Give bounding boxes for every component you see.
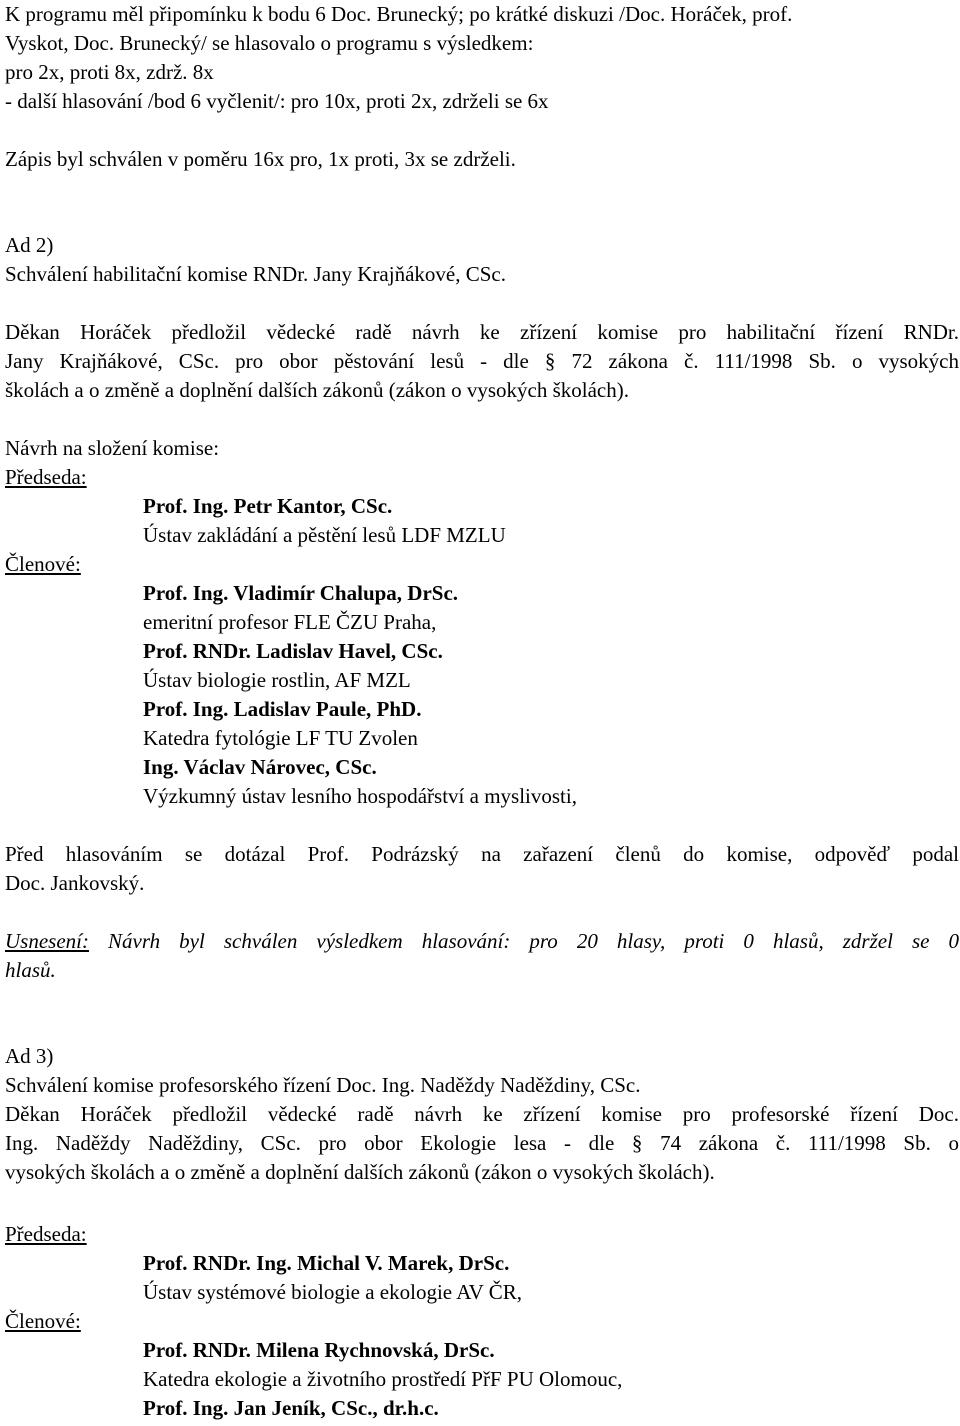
- resolution-label: Usnesení:: [5, 929, 89, 953]
- member-name: Prof. RNDr. Milena Rychnovská, DrSc.: [143, 1338, 495, 1362]
- member-institution: Výzkumný ústav lesního hospodářství a myslivosti,: [143, 784, 577, 808]
- paragraph-line: vysokých školách a o změně a doplnění dalších zákonů (zákon o vysokých školách).: [5, 1160, 715, 1184]
- section-title-ad3: Schválení komise profesorského řízení Doc. Ing. Naděždy Naděždiny, CSc.: [5, 1073, 641, 1097]
- paragraph-line: Děkan Horáček předložil vědecké radě návrh ke zřízení komise pro habilitační řízení RNDr.: [5, 320, 959, 344]
- question-line: Před hlasováním se dotázal Prof. Podrázský na zařazení členů do komise, odpověď podal: [5, 842, 959, 866]
- section-heading-ad2: Ad 2): [5, 233, 54, 257]
- chair-name: Prof. RNDr. Ing. Michal V. Marek, DrSc.: [143, 1251, 510, 1275]
- resolution-line: [5, 927, 959, 956]
- member-name: Ing. Václav Nárovec, CSc.: [143, 755, 377, 779]
- member-name: Prof. Ing. Jan Jeník, CSc., dr.h.c.: [143, 1396, 439, 1420]
- member-name: Prof. RNDr. Ladislav Havel, CSc.: [143, 639, 443, 663]
- paragraph-line: Ing. Naděždy Naděždiny, CSc. pro obor Ekologie lesa - dle § 74 zákona č. 111/1998 Sb. o: [5, 1131, 959, 1155]
- members-label: Členové:: [5, 1309, 81, 1333]
- question-line: Doc. Jankovský.: [5, 871, 145, 895]
- resolution-line: hlasů.: [5, 958, 56, 982]
- paragraph-line: školách a o změně a doplnění dalších zákonů (zákon o vysokých školách).: [5, 378, 629, 402]
- chair-label: Předseda:: [5, 1222, 87, 1246]
- paragraph-line: Vyskot, Doc. Brunecký/ se hlasovalo o programu s výsledkem:: [5, 31, 534, 55]
- member-institution: Katedra ekologie a životního prostředí PřF PU Olomouc,: [143, 1367, 623, 1391]
- chair-label: Předseda:: [5, 465, 87, 489]
- member-name: Prof. Ing. Vladimír Chalupa, DrSc.: [143, 581, 459, 605]
- member-institution: Ústav biologie rostlin, AF MZL: [143, 668, 411, 692]
- section-title-ad2: Schválení habilitační komise RNDr. Jany Krajňákové, CSc.: [5, 262, 506, 286]
- chair-name: Prof. Ing. Petr Kantor, CSc.: [143, 494, 393, 518]
- resolution-text: Návrh byl schválen výsledkem hlasování: pro 20 hlasy, proti 0 hlasů, zdržel se 0: [88, 929, 959, 953]
- paragraph-line: Děkan Horáček předložil vědecké radě návrh ke zřízení komise pro profesorské řízení Doc.: [5, 1102, 959, 1126]
- paragraph-line: pro 2x, proti 8x, zdrž. 8x: [5, 60, 214, 84]
- paragraph-line: K programu měl připomínku k bodu 6 Doc. Brunecký; po krátké diskuzi /Doc. Horáček, prof.: [5, 2, 793, 26]
- chair-institution: Ústav systémové biologie a ekologie AV ČR,: [143, 1280, 522, 1304]
- chair-institution: Ústav zakládání a pěstění lesů LDF MZLU: [143, 523, 506, 547]
- approval-line: Zápis byl schválen v poměru 16x pro, 1x proti, 3x se zdrželi.: [5, 147, 516, 171]
- members-label: Členové:: [5, 552, 81, 576]
- paragraph-line: - další hlasování /bod 6 vyčlenit/: pro 10x, proti 2x, zdrželi se 6x: [5, 89, 549, 113]
- member-institution: emeritní profesor FLE ČZU Praha,: [143, 610, 437, 634]
- member-name: Prof. Ing. Ladislav Paule, PhD.: [143, 697, 422, 721]
- paragraph-line: Jany Krajňákové, CSc. pro obor pěstování lesů - dle § 72 zákona č. 111/1998 Sb. o vysokých: [5, 349, 959, 373]
- section-heading-ad3: Ad 3): [5, 1044, 54, 1068]
- member-institution: Katedra fytológie LF TU Zvolen: [143, 726, 418, 750]
- proposal-label: Návrh na složení komise:: [5, 436, 220, 460]
